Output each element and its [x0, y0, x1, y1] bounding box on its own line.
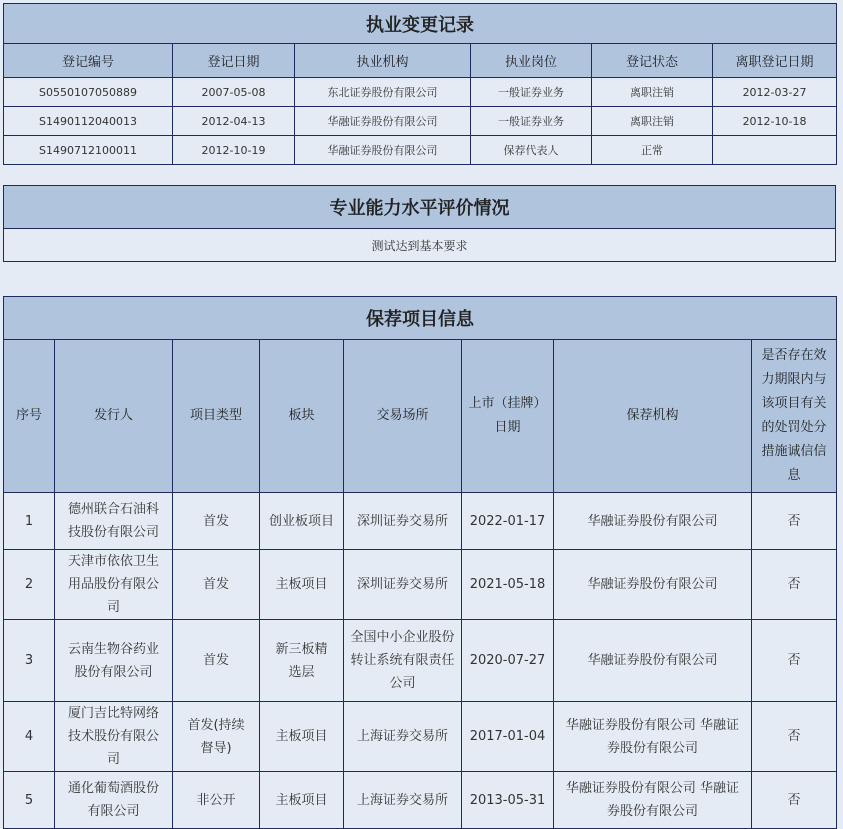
status: 离职注销 [592, 78, 713, 107]
board: 主板项目 [260, 550, 344, 620]
competence-value: 测试达到基本要求 [4, 229, 836, 262]
project-type: 首发 [173, 550, 260, 620]
table-row [4, 620, 837, 702]
table-row [4, 702, 837, 772]
sponsor: 华融证券股份有限公司 华融证券股份有限公司 [554, 702, 752, 772]
position: 一般证券业务 [471, 107, 592, 136]
sponsor: 华融证券股份有限公司 华融证券股份有限公司 [554, 772, 752, 829]
col-header: 是否存在效力期限内与该项目有关的处罚处分措施诚信信息 [752, 340, 837, 493]
listing-date: 2013-05-31 [462, 772, 554, 829]
reg-number: S0550107050889 [4, 78, 173, 107]
table-row [4, 107, 837, 136]
listing-date: 2022-01-17 [462, 493, 554, 550]
col-header: 登记日期 [173, 44, 295, 78]
issuer: 厦门吉比特网络技术股份有限公司 [55, 702, 173, 772]
index: 3 [4, 620, 55, 702]
sponsor: 华融证券股份有限公司 [554, 550, 752, 620]
listing-date: 2021-05-18 [462, 550, 554, 620]
table-row [4, 550, 837, 620]
sponsor: 华融证券股份有限公司 [554, 493, 752, 550]
leave-date: 2012-03-27 [713, 78, 837, 107]
institution: 华融证券股份有限公司 [295, 107, 471, 136]
col-header: 离职登记日期 [713, 44, 837, 78]
reg-number: S1490112040013 [4, 107, 173, 136]
table-row [4, 78, 837, 107]
col-header: 执业岗位 [471, 44, 592, 78]
reg-date: 2012-10-19 [173, 136, 295, 165]
competence-title: 专业能力水平评价情况 [4, 186, 836, 229]
penalty-info: 否 [752, 620, 837, 702]
project-type: 非公开 [173, 772, 260, 829]
issuer: 通化葡萄酒股份有限公司 [55, 772, 173, 829]
col-header: 登记状态 [592, 44, 713, 78]
listing-date: 2017-01-04 [462, 702, 554, 772]
sponsor: 华融证券股份有限公司 [554, 620, 752, 702]
reg-number: S1490712100011 [4, 136, 173, 165]
col-header: 板块 [260, 340, 344, 493]
competence-table [3, 185, 836, 262]
sponsor-projects-title: 保荐项目信息 [4, 297, 837, 340]
col-header: 序号 [4, 340, 55, 493]
board: 主板项目 [260, 702, 344, 772]
index: 1 [4, 493, 55, 550]
penalty-info: 否 [752, 702, 837, 772]
exchange: 深圳证券交易所 [344, 493, 462, 550]
institution: 东北证券股份有限公司 [295, 78, 471, 107]
reg-date: 2012-04-13 [173, 107, 295, 136]
exchange: 上海证券交易所 [344, 772, 462, 829]
status: 离职注销 [592, 107, 713, 136]
col-header: 交易场所 [344, 340, 462, 493]
position: 一般证券业务 [471, 78, 592, 107]
board: 新三板精选层 [260, 620, 344, 702]
board: 主板项目 [260, 772, 344, 829]
col-header: 执业机构 [295, 44, 471, 78]
penalty-info: 否 [752, 772, 837, 829]
institution: 华融证券股份有限公司 [295, 136, 471, 165]
issuer: 云南生物谷药业股份有限公司 [55, 620, 173, 702]
position: 保荐代表人 [471, 136, 592, 165]
col-header: 上市（挂牌）日期 [462, 340, 554, 493]
table-row [4, 772, 837, 829]
exchange: 全国中小企业股份转让系统有限责任公司 [344, 620, 462, 702]
index: 4 [4, 702, 55, 772]
penalty-info: 否 [752, 493, 837, 550]
sponsor-projects-table [3, 296, 837, 829]
exchange: 上海证券交易所 [344, 702, 462, 772]
leave-date: 2012-10-18 [713, 107, 837, 136]
col-header: 项目类型 [173, 340, 260, 493]
exchange: 深圳证券交易所 [344, 550, 462, 620]
listing-date: 2020-07-27 [462, 620, 554, 702]
project-type: 首发 [173, 493, 260, 550]
issuer: 德州联合石油科技股份有限公司 [55, 493, 173, 550]
practice-changes-table [3, 3, 837, 165]
issuer: 天津市依依卫生用品股份有限公司 [55, 550, 173, 620]
col-header: 发行人 [55, 340, 173, 493]
index: 2 [4, 550, 55, 620]
col-header: 登记编号 [4, 44, 173, 78]
project-type: 首发 [173, 620, 260, 702]
project-type: 首发(持续督导) [173, 702, 260, 772]
leave-date [713, 136, 837, 165]
col-header: 保荐机构 [554, 340, 752, 493]
board: 创业板项目 [260, 493, 344, 550]
practice-changes-title: 执业变更记录 [4, 4, 837, 44]
table-row [4, 493, 837, 550]
table-row [4, 136, 837, 165]
reg-date: 2007-05-08 [173, 78, 295, 107]
penalty-info: 否 [752, 550, 837, 620]
status: 正常 [592, 136, 713, 165]
index: 5 [4, 772, 55, 829]
